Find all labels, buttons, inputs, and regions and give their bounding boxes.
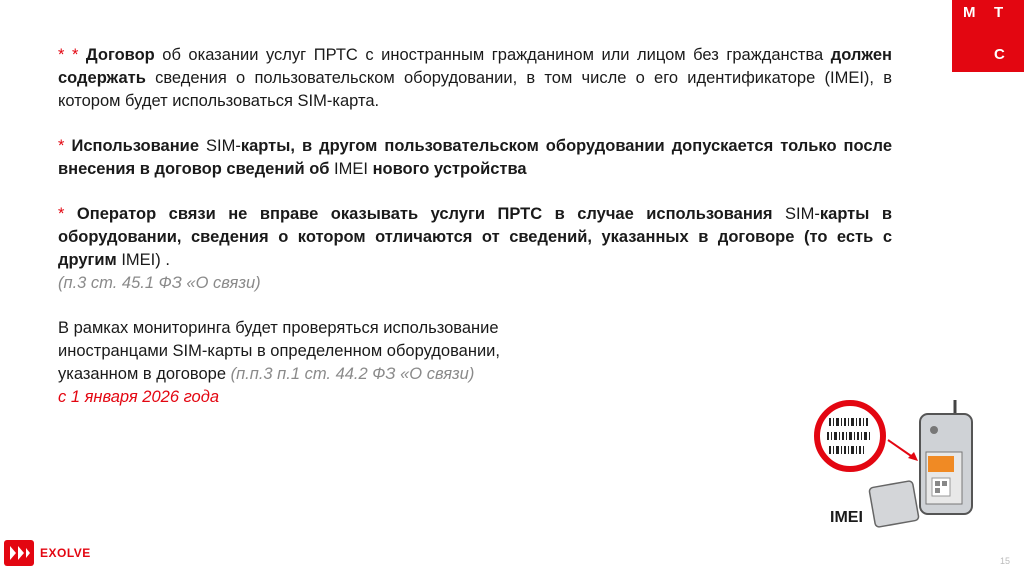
paragraph-contract <box>58 44 892 113</box>
logo-letter-c: С <box>994 46 1005 63</box>
bullet-star: * * <box>58 46 79 64</box>
exolve-brand: EXOLVE <box>40 546 91 560</box>
text: SIM- <box>772 205 820 223</box>
text-bold: нового устройства <box>372 160 527 178</box>
text: В рамках мониторинга будет проверяться использование иностранцами SIM-карты в определенном оборудовании, указанном в договоре <box>58 319 500 383</box>
law-reference: (п.п.3 п.1 ст. 44.2 ФЗ «О связи) <box>230 365 475 383</box>
effective-date: с 1 января 2026 года <box>58 388 220 406</box>
text: об оказании услуг ПРТС с иностранным гражданином или лицом без гражданства <box>154 46 831 64</box>
law-reference: (п.3 ст. 45.1 ФЗ «О связи) <box>58 274 261 292</box>
exolve-mark-icon <box>4 540 34 566</box>
slide-content <box>58 44 892 409</box>
text-bold: карты, в другом пользовательском оборудовании допускается только после внесения в договор сведений об <box>58 137 892 178</box>
bullet-star: * <box>58 137 65 155</box>
phone-imei-icon <box>810 396 986 534</box>
imei-label: IMEI <box>830 509 863 526</box>
text-bold: карты в оборудовании, сведения о котором отличаются от сведений, указанных в договоре (то есть с другим <box>58 205 892 269</box>
paragraph-monitoring <box>58 317 578 409</box>
imei-illustration <box>810 396 986 534</box>
text-bold: Договор <box>85 46 155 64</box>
text-bold: Оператор связи не вправе оказывать услуги ПРТС в случае использования <box>76 205 773 223</box>
page-number: 15 <box>999 556 1010 566</box>
text: SIM- <box>199 137 241 155</box>
text-bold: Использование <box>71 137 200 155</box>
logo-letter-m: М <box>963 4 976 21</box>
paragraph-operator <box>58 203 892 295</box>
paragraph-sim-usage <box>58 135 892 181</box>
text: IMEI) . <box>116 251 170 269</box>
logo-letter-t: Т <box>994 4 1004 21</box>
mts-logo <box>952 0 1024 72</box>
text: IMEI <box>329 160 373 178</box>
text: сведения о пользовательском оборудовании, в том числе о его идентификаторе (IMEI), в котором будет использоваться SIM-карта. <box>58 69 892 110</box>
text-bold: должен содержать <box>58 46 892 87</box>
bullet-star: * <box>58 205 65 223</box>
exolve-logo <box>4 540 91 566</box>
